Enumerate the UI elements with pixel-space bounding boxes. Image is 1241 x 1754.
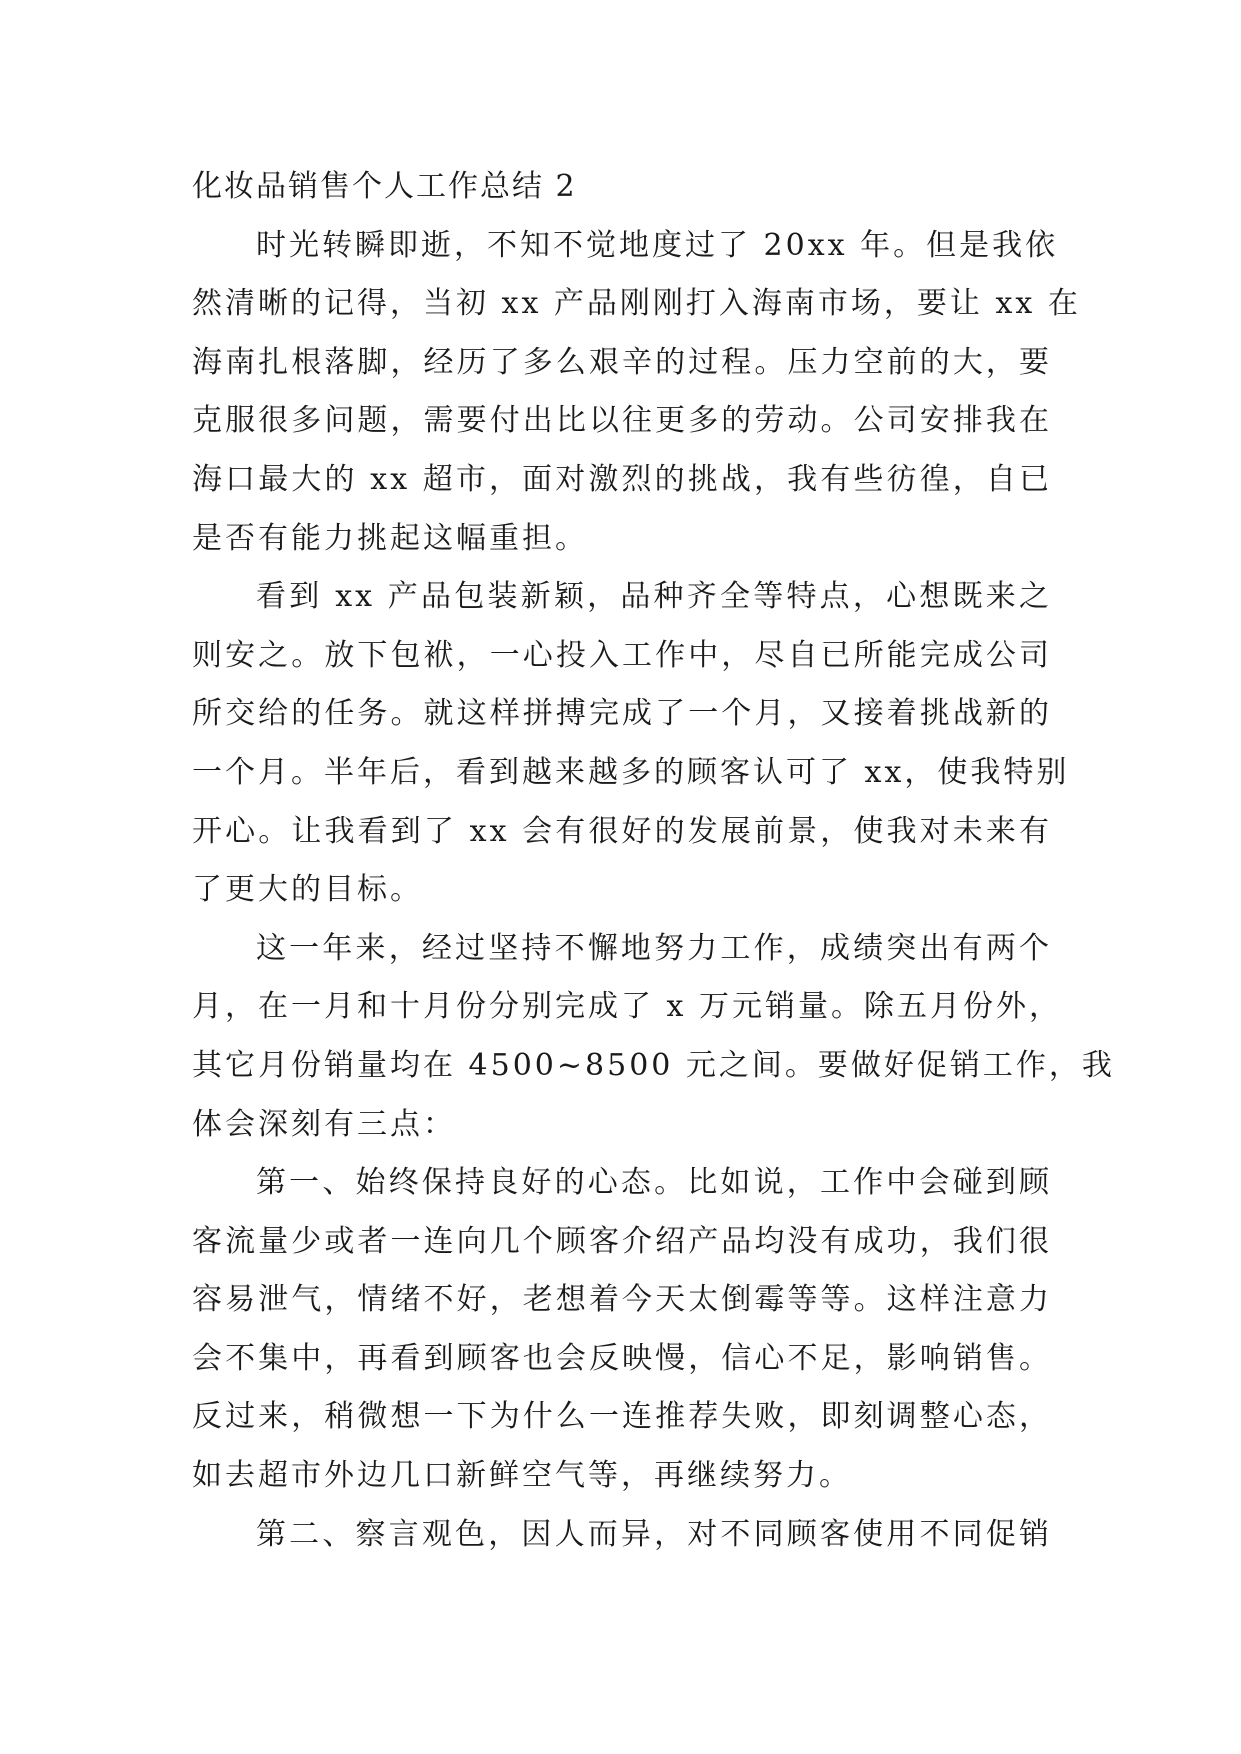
paragraph-line: 所交给的任务。就这样拼搏完成了一个月，又接着挑战新的 [192, 696, 1052, 732]
document-body [192, 158, 1115, 1564]
paragraph-line: 时光转瞬即逝，不知不觉地度过了 20xx 年。但是我依 [256, 227, 1059, 263]
paragraph-line: 一个月。半年后，看到越来越多的顾客认可了 xx，使我特别 [192, 754, 1070, 790]
paragraph-line: 看到 xx 产品包装新颖，品种齐全等特点，心想既来之 [256, 579, 1052, 615]
paragraph-2 [192, 568, 1070, 920]
paragraph-5 [192, 1506, 1052, 1565]
paragraph-line: 第二、察言观色，因人而异，对不同顾客使用不同促销 [256, 1516, 1052, 1552]
paragraph-line: 会不集中，再看到顾客也会反映慢，信心不足，影响销售。 [192, 1340, 1052, 1376]
paragraph-line: 然清晰的记得，当初 xx 产品刚刚打入海南市场，要让 xx 在 [192, 286, 1081, 322]
paragraph-line: 了更大的目标。 [192, 872, 423, 908]
paragraph-line: 客流量少或者一连向几个顾客介绍产品均没有成功，我们很 [192, 1223, 1052, 1259]
paragraph-line: 这一年来，经过坚持不懈地努力工作，成绩突出有两个 [256, 930, 1052, 966]
paragraph-line: 海口最大的 xx 超市，面对激烈的挑战，我有些彷徨，自已 [192, 461, 1052, 497]
paragraph-line: 月，在一月和十月份分别完成了 x 万元销量。除五月份外， [192, 989, 1062, 1025]
paragraph-line: 则安之。放下包袱，一心投入工作中，尽自已所能完成公司 [192, 637, 1052, 673]
paragraph-line: 是否有能力挑起这幅重担。 [192, 520, 588, 556]
paragraph-line: 体会深刻有三点： [192, 1106, 456, 1142]
paragraph-line: 如去超市外边几口新鲜空气等，再继续努力。 [192, 1458, 852, 1494]
paragraph-line: 克服很多问题，需要付出比以往更多的劳动。公司安排我在 [192, 403, 1052, 439]
paragraph-1 [192, 217, 1081, 569]
document-title: 化妆品销售个人工作总结 2 [192, 169, 577, 204]
paragraph-3 [192, 920, 1115, 1154]
paragraph-line: 容易泄气，情绪不好，老想着今天太倒霉等等。这样注意力 [192, 1282, 1052, 1318]
paragraph-line: 海南扎根落脚，经历了多么艰辛的过程。压力空前的大，要 [192, 344, 1052, 380]
paragraph-line: 反过来，稍微想一下为什么一连推荐失败，即刻调整心态， [192, 1399, 1052, 1435]
paragraph-4 [192, 1154, 1052, 1506]
paragraph-line: 第一、始终保持良好的心态。比如说，工作中会碰到顾 [256, 1165, 1052, 1201]
paragraph-line: 其它月份销量均在 4500~8500 元之间。要做好促销工作，我 [192, 1047, 1115, 1083]
paragraph-line: 开心。让我看到了 xx 会有很好的发展前景，使我对未来有 [192, 813, 1052, 849]
